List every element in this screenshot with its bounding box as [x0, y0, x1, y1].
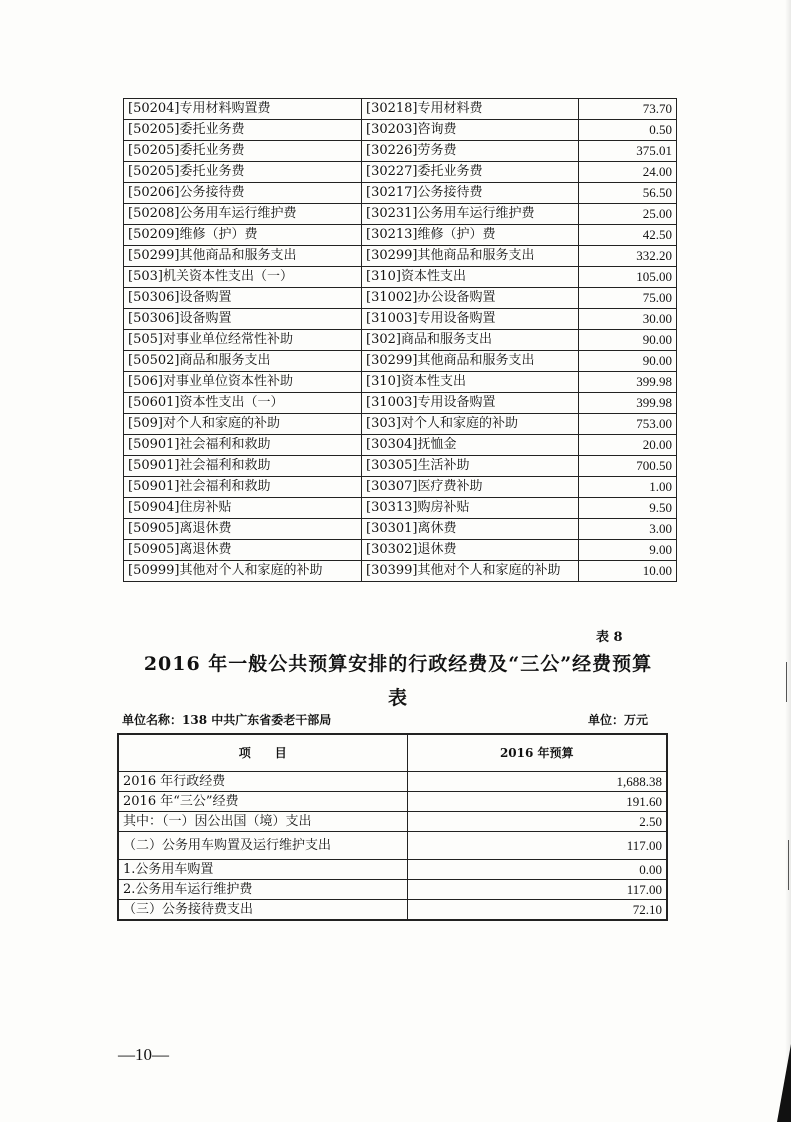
- header-budget: 2016 年预算: [407, 734, 667, 772]
- item-cell: 2016 年“三公”经费: [118, 792, 407, 812]
- currency-unit: 单位：万元: [588, 713, 649, 727]
- table-row: [124, 162, 677, 183]
- table-row: [124, 99, 677, 120]
- amount-cell: 20.00: [579, 435, 677, 456]
- amount-cell: 56.50: [579, 183, 677, 204]
- amount-cell: 24.00: [579, 162, 677, 183]
- econ-class-cell: [50299]其他商品和服务支出: [124, 246, 362, 267]
- amount-cell: 399.98: [579, 372, 677, 393]
- amount-cell: 30.00: [579, 309, 677, 330]
- budget-value-cell: 117.00: [407, 880, 667, 900]
- econ-class-cell: [50904]住房补贴: [124, 498, 362, 519]
- gov-class-cell: [30304]抚恤金: [362, 435, 579, 456]
- econ-class-cell: [50209]维修（护）费: [124, 225, 362, 246]
- table-title-line2: 表: [387, 687, 408, 709]
- table-row: [124, 225, 677, 246]
- budget-value-cell: 2.50: [407, 812, 667, 832]
- gov-class-cell: [30313]购房补贴: [362, 498, 579, 519]
- amount-cell: 9.00: [579, 540, 677, 561]
- table-row: [124, 372, 677, 393]
- amount-cell: 332.20: [579, 246, 677, 267]
- scan-mark: [788, 840, 789, 890]
- econ-class-cell: [50901]社会福利和救助: [124, 456, 362, 477]
- amount-cell: 1.00: [579, 477, 677, 498]
- econ-class-cell: [505]对事业单位经常性补助: [124, 330, 362, 351]
- gov-class-cell: [30399]其他对个人和家庭的补助: [362, 561, 579, 582]
- gov-class-cell: [30302]退休费: [362, 540, 579, 561]
- table-title: [118, 647, 678, 715]
- table-row: [118, 772, 667, 792]
- econ-class-cell: [50205]委托业务费: [124, 120, 362, 141]
- table-row: [124, 288, 677, 309]
- econ-class-cell: [50905]离退休费: [124, 540, 362, 561]
- amount-cell: 25.00: [579, 204, 677, 225]
- table-row: [118, 792, 667, 812]
- gov-class-cell: [30299]其他商品和服务支出: [362, 351, 579, 372]
- gov-class-cell: [310]资本性支出: [362, 267, 579, 288]
- scan-mark: [786, 662, 787, 702]
- header-item: 项 目: [118, 734, 407, 772]
- table-row: [124, 456, 677, 477]
- budget-value-cell: 0.00: [407, 860, 667, 880]
- three-public-budget-table: [117, 733, 668, 921]
- table-row: [124, 393, 677, 414]
- econ-class-cell: [50601]资本性支出（一）: [124, 393, 362, 414]
- table-row: [124, 435, 677, 456]
- econ-class-cell: [509]对个人和家庭的补助: [124, 414, 362, 435]
- table-row: [124, 414, 677, 435]
- budget-value-cell: 72.10: [407, 900, 667, 921]
- gov-class-cell: [30203]咨询费: [362, 120, 579, 141]
- amount-cell: 375.01: [579, 141, 677, 162]
- econ-class-cell: [50205]委托业务费: [124, 141, 362, 162]
- item-cell: 1.公务用车购置: [118, 860, 407, 880]
- amount-cell: 700.50: [579, 456, 677, 477]
- amount-cell: 10.00: [579, 561, 677, 582]
- gov-class-cell: [303]对个人和家庭的补助: [362, 414, 579, 435]
- econ-class-cell: [50306]设备购置: [124, 288, 362, 309]
- amount-cell: 753.00: [579, 414, 677, 435]
- expense-classification-table: [123, 98, 677, 582]
- table-row: [118, 900, 667, 921]
- table-number-label: 表 8: [596, 630, 623, 645]
- page-number: —10—: [118, 1045, 169, 1064]
- gov-class-cell: [31002]办公设备购置: [362, 288, 579, 309]
- econ-class-cell: [503]机关资本性支出（一）: [124, 267, 362, 288]
- page-edge-shadow: [785, 0, 791, 1122]
- table-row: [118, 880, 667, 900]
- econ-class-cell: [50306]设备购置: [124, 309, 362, 330]
- amount-cell: 90.00: [579, 330, 677, 351]
- table-row: [118, 860, 667, 880]
- econ-class-cell: [50205]委托业务费: [124, 162, 362, 183]
- gov-class-cell: [310]资本性支出: [362, 372, 579, 393]
- table-row: [124, 246, 677, 267]
- table-row: [118, 812, 667, 832]
- table-row: [124, 351, 677, 372]
- table-row: [124, 330, 677, 351]
- gov-class-cell: [30231]公务用车运行维护费: [362, 204, 579, 225]
- table-row: [124, 561, 677, 582]
- econ-class-cell: [50208]公务用车运行维护费: [124, 204, 362, 225]
- econ-class-cell: [50502]商品和服务支出: [124, 351, 362, 372]
- item-cell: 2.公务用车运行维护费: [118, 880, 407, 900]
- econ-class-cell: [50206]公务接待费: [124, 183, 362, 204]
- amount-cell: 9.50: [579, 498, 677, 519]
- econ-class-cell: [50901]社会福利和救助: [124, 435, 362, 456]
- amount-cell: 73.70: [579, 99, 677, 120]
- unit-name: 单位名称：138 中共广东省委老干部局: [122, 713, 332, 727]
- table-row: [124, 267, 677, 288]
- amount-cell: 0.50: [579, 120, 677, 141]
- table-title-line1: 2016 年一般公共预算安排的行政经费及“三公”经费预算: [143, 653, 653, 675]
- amount-cell: 3.00: [579, 519, 677, 540]
- budget-value-cell: 1,688.38: [407, 772, 667, 792]
- amount-cell: 399.98: [579, 393, 677, 414]
- table-row: [124, 309, 677, 330]
- table-row: [124, 141, 677, 162]
- item-cell: 2016 年行政经费: [118, 772, 407, 792]
- table-row: [124, 477, 677, 498]
- table-row: [124, 183, 677, 204]
- gov-class-cell: [30227]委托业务费: [362, 162, 579, 183]
- budget-value-cell: 191.60: [407, 792, 667, 812]
- table-row: [124, 204, 677, 225]
- budget-value-cell: 117.00: [407, 832, 667, 860]
- item-cell: （二）公务用车购置及运行维护支出: [118, 832, 407, 860]
- amount-cell: 75.00: [579, 288, 677, 309]
- econ-class-cell: [50999]其他对个人和家庭的补助: [124, 561, 362, 582]
- econ-class-cell: [50901]社会福利和救助: [124, 477, 362, 498]
- econ-class-cell: [506]对事业单位资本性补助: [124, 372, 362, 393]
- amount-cell: 105.00: [579, 267, 677, 288]
- gov-class-cell: [30226]劳务费: [362, 141, 579, 162]
- gov-class-cell: [31003]专用设备购置: [362, 393, 579, 414]
- gov-class-cell: [30213]维修（护）费: [362, 225, 579, 246]
- table-header-row: [118, 734, 667, 772]
- item-cell: （三）公务接待费支出: [118, 900, 407, 921]
- gov-class-cell: [31003]专用设备购置: [362, 309, 579, 330]
- gov-class-cell: [30305]生活补助: [362, 456, 579, 477]
- econ-class-cell: [50204]专用材料购置费: [124, 99, 362, 120]
- amount-cell: 42.50: [579, 225, 677, 246]
- gov-class-cell: [30307]医疗费补助: [362, 477, 579, 498]
- table-row: [124, 498, 677, 519]
- gov-class-cell: [302]商品和服务支出: [362, 330, 579, 351]
- gov-class-cell: [30218]专用材料费: [362, 99, 579, 120]
- gov-class-cell: [30217]公务接待费: [362, 183, 579, 204]
- table-row: [124, 519, 677, 540]
- item-cell: 其中：（一）因公出国（境）支出: [118, 812, 407, 832]
- amount-cell: 90.00: [579, 351, 677, 372]
- table-row: [124, 120, 677, 141]
- table-row: [124, 540, 677, 561]
- scan-corner-mark: [777, 1044, 791, 1122]
- gov-class-cell: [30301]离休费: [362, 519, 579, 540]
- table-row: [118, 832, 667, 860]
- gov-class-cell: [30299]其他商品和服务支出: [362, 246, 579, 267]
- econ-class-cell: [50905]离退休费: [124, 519, 362, 540]
